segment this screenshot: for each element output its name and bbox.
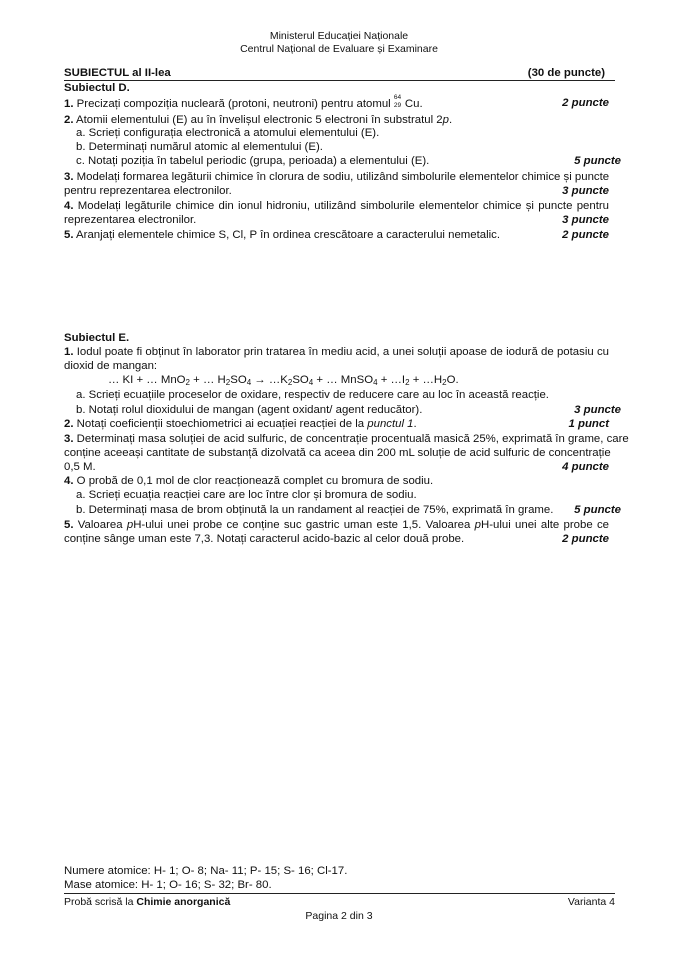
footer-row (64, 896, 615, 908)
reaction-arrow: → (251, 374, 269, 386)
footer-divider (64, 893, 615, 894)
e-q4-text: O probă de 0,1 mol de clor reacționează complet cu bromura de sodiu. (76, 475, 434, 487)
d-q3-line1 (64, 171, 609, 184)
e-q1-a: a. Scrieți ecuațiile proceselor de oxidare, respectiv de reducere care au loc în această reacție. (76, 389, 549, 401)
d-q4-line2-row (64, 214, 609, 227)
d-q4-line1 (64, 200, 609, 213)
eq-part: + …I (377, 374, 406, 386)
eq-part: SO (230, 374, 247, 386)
d-q4-number: 4. (64, 200, 74, 212)
redox-equation (64, 374, 653, 387)
eq-part: + …H (409, 374, 443, 386)
d-q2-points: 5 puncte (574, 155, 621, 167)
d-q2-end: . (448, 114, 453, 126)
e-q5-text-b: H-ului unei probe ce conține suc gastric uman este 1,5. Valoarea (133, 519, 475, 531)
eq-sub: 2 (405, 378, 410, 387)
d-q1-text: Precizați compoziția nucleară (protoni, neutroni) pentru atomul (76, 98, 391, 110)
e-q4-b: b. Determinați masa de brom obținută la un randament al reacției de 75%, exprimată în grame. (76, 504, 554, 516)
e-q1-line2: dioxid de mangan: (64, 360, 158, 372)
eq-sub: 4 (373, 378, 378, 387)
d-question-1 (64, 94, 609, 111)
cu-nuclide-notation (393, 94, 405, 109)
e-q3-number: 3. (64, 433, 74, 445)
eq-sub: 2 (442, 378, 447, 387)
e-q1-text: Iodul poate fi obținut în laborator prin tratarea în mediu acid, a unei soluții apoase de iodură de potasiu cu (76, 346, 609, 358)
eq-sub: 2 (287, 378, 293, 387)
exam-label: Probă scrisă la (64, 896, 134, 908)
e-q5-line2-row (64, 533, 609, 546)
d-q1-number: 1. (64, 98, 74, 110)
eq-part: SO (292, 374, 309, 386)
e-question-4 (64, 475, 609, 488)
page-number: Pagina 2 din 3 (305, 910, 373, 922)
eq-part: … KI + … MnO (108, 374, 186, 386)
d-q3-points: 3 puncte (562, 185, 609, 197)
subiect-d-title: Subiectul D. (64, 82, 130, 94)
e-q1-b: b. Notați rolul dioxidului de mangan (agent oxidant/ agent reducător). (76, 404, 423, 416)
e-q5-text-c: H-ului unei alte probe ce (480, 519, 609, 531)
center-header: Centrul Național de Evaluare și Examinare (240, 43, 438, 55)
e-q4-a: a. Scrieți ecuația reacției care are loc între clor și bromura de sodiu. (76, 489, 417, 501)
e-q3-line3-row (64, 461, 609, 474)
d-q2-text: Atomii elementului (E) au în învelișul electronic 5 electroni în substratul 2 (76, 114, 443, 126)
e-q3-text: Determinați masa soluției de acid sulfuric, de concentrație procentuală masică 25%, exprimată în grame, care (76, 433, 629, 445)
d-q5-points: 2 puncte (562, 229, 609, 241)
cu-mass-number: 64 (393, 94, 402, 101)
subject-points: (30 de puncte) (527, 67, 605, 79)
e-q2-text: Notați coeficienții stoechiometrici ai ecuației reacției de la (76, 418, 365, 430)
e-q2-end: . (413, 418, 417, 430)
e-q5-line2: conține sânge uman este 7,3. Notați caracterul acido-bazic al celor două probe. (64, 533, 465, 545)
subiect-e-title: Subiectul E. (64, 332, 130, 344)
e-q3-line2: conține aceeași cantitate de substanță dizolvată ca aceea din 200 mL soluție de acid sulfuric de concentrație (64, 447, 611, 459)
d-question-2 (64, 114, 609, 127)
d-q2-b: b. Determinați numărul atomic al elementului (E). (76, 141, 323, 153)
d-q3-number: 3. (64, 171, 74, 183)
atomic-masses: Mase atomice: H- 1; O- 16; S- 32; Br- 80. (64, 879, 272, 891)
cu-atomic-number: 29 (393, 102, 402, 109)
d-q3-line2-row (64, 185, 609, 198)
e-q1-points: 3 puncte (574, 404, 621, 416)
e-q2-italic: punctul 1 (367, 418, 414, 430)
d-q4-line2: reprezentarea electronilor. (64, 214, 197, 226)
eq-sub: 2 (185, 378, 190, 387)
e-question-2 (64, 418, 609, 431)
e-q1-b-row (64, 404, 621, 417)
d-q2-a: a. Scrieți configurația electronică a atomului elementului (E). (76, 127, 380, 139)
ph-italic-p: p (474, 519, 481, 531)
ph-italic-p: p (126, 519, 134, 531)
title-divider (64, 80, 615, 81)
variant-label: Varianta 4 (567, 896, 615, 908)
e-q2-number: 2. (64, 418, 74, 430)
d-q2-number: 2. (64, 114, 74, 126)
d-q2-italic: p (442, 114, 449, 126)
exam-subject: Chimie anorganică (136, 896, 231, 908)
d-question-5 (64, 229, 609, 242)
d-q2-c-row (64, 155, 621, 168)
d-q5-text: Aranjați elementele chimice S, Cl, P în ordinea crescătoare a caracterului nemetalic. (76, 229, 501, 241)
subject-title: SUBIECTUL al II-lea (64, 67, 171, 79)
e-q5-points: 2 puncte (562, 533, 609, 545)
atomic-numbers: Numere atomice: H- 1; O- 8; Na- 11; P- 15; S- 16; Cl-17. (64, 865, 348, 877)
eq-sub: 4 (246, 378, 252, 387)
d-q3-text: Modelați formarea legăturii chimice în clorura de sodiu, utilizând simbolurile elementelor chimice și puncte (76, 171, 610, 183)
eq-part: …K (268, 374, 288, 386)
e-q4-number: 4. (64, 475, 74, 487)
e-q1-line1 (64, 346, 609, 359)
eq-sub: 4 (308, 378, 314, 387)
cu-symbol: Cu. (404, 98, 423, 110)
d-q3-line2: pentru reprezentarea electronilor. (64, 185, 232, 197)
ministry-header: Ministerul Educației Naționale (269, 30, 409, 42)
e-q5-line1 (64, 519, 609, 532)
d-q4-text: Modelați legăturile chimice din ionul hidroniu, utilizând simbolurile elementelor chimice și puncte pentru (77, 200, 609, 212)
e-q3-line3: 0,5 M. (64, 461, 96, 473)
eq-part: O. (446, 374, 459, 386)
e-q2-points: 1 punct (568, 418, 609, 430)
e-q3-points: 4 puncte (562, 461, 609, 473)
subject-title-row (64, 67, 605, 80)
e-q5-text-a: Valoarea (77, 519, 127, 531)
e-q3-line1 (64, 433, 629, 446)
e-q4-points: 5 puncte (574, 504, 621, 516)
eq-part: + … MnSO (313, 374, 374, 386)
eq-part: + … H (190, 374, 226, 386)
eq-sub: 2 (225, 378, 231, 387)
d-q5-number: 5. (64, 229, 74, 241)
d-q1-points: 2 puncte (562, 97, 609, 109)
e-q4-b-row (64, 504, 621, 517)
d-q2-c: c. Notați poziția în tabelul periodic (grupa, perioada) a elementului (E). (76, 155, 430, 167)
e-q5-number: 5. (64, 519, 74, 531)
e-q1-number: 1. (64, 346, 74, 358)
d-q4-points: 3 puncte (562, 214, 609, 226)
